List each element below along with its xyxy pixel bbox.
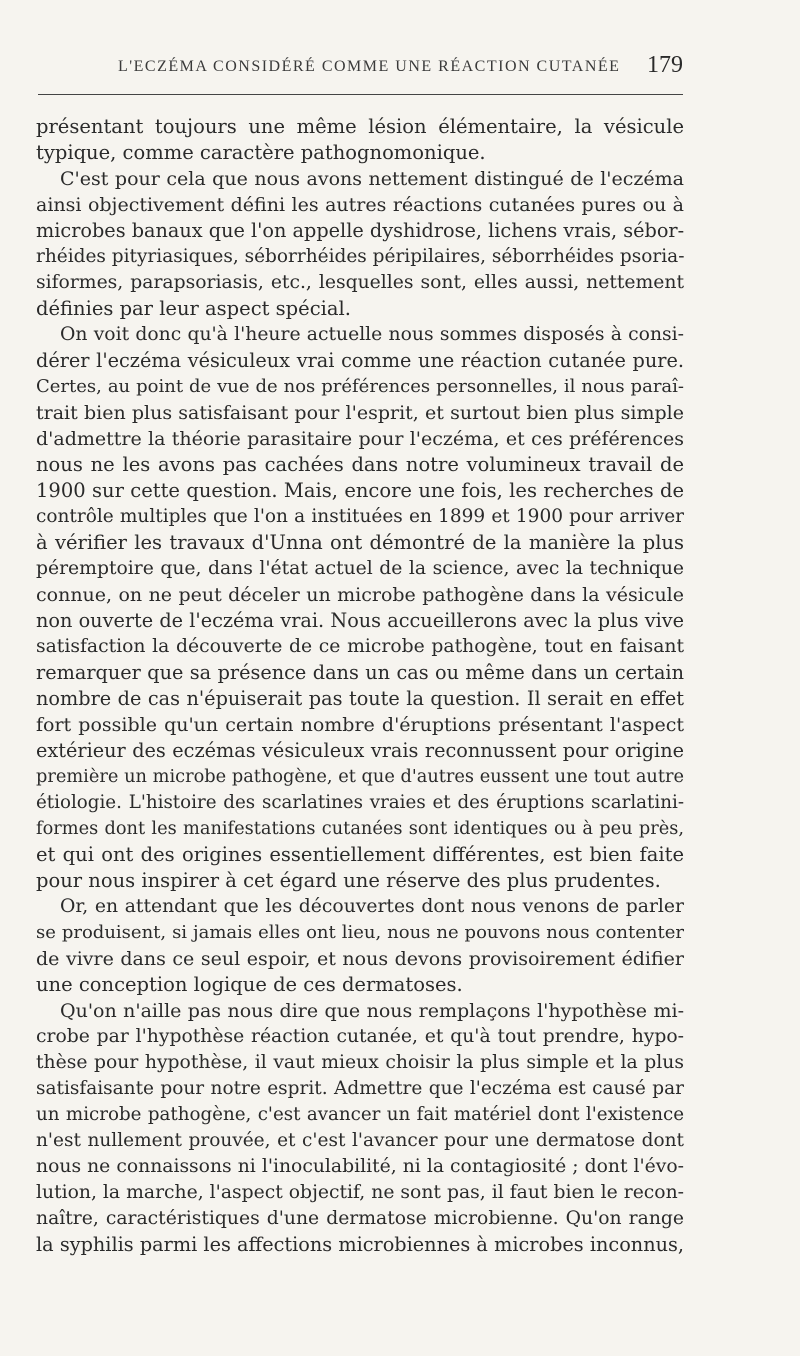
text-line: première un microbe pathogène, et que d'autres eussent une tout autre [36, 767, 684, 787]
text-line: satisfaisante pour notre esprit. Admettre que l'eczéma est causé par [36, 1078, 684, 1099]
text-line: On voit donc qu'à l'heure actuelle nous sommes disposés à consi- [60, 324, 684, 345]
text-line: pour nous inspirer à cet égard une réserve des plus prudentes. [36, 869, 661, 892]
text-line: la syphilis parmi les affections microbiennes à microbes inconnus, [36, 1233, 684, 1256]
text-line: et qui ont des origines essentiellement différentes, est bien faite [36, 843, 684, 866]
text-line: une conception logique de ces dermatoses. [36, 973, 463, 996]
text-line: nous ne connaissons ni l'inoculabilité, ni la contagiosité ; dont l'évo- [36, 1156, 684, 1177]
text-line: non ouverte de l'eczéma vrai. Nous accueillerons avec la plus vive [36, 609, 684, 632]
header-rule [38, 94, 683, 95]
text-line: satisfaction la découverte de ce microbe pathogène, tout en faisant [36, 636, 684, 657]
text-line: d'admettre la théorie parasitaire pour l'eczéma, et ces préférences [36, 428, 684, 450]
text-line: connue, on ne peut déceler un microbe pathogène dans la vésicule [36, 584, 684, 606]
text-line: microbes banaux que l'on appelle dyshidrose, lichens vrais, sébor- [36, 219, 685, 242]
text-line: étiologie. L'histoire des scarlatines vraies et des éruptions scarlatini- [36, 792, 684, 813]
text-line: péremptoire que, dans l'état actuel de la science, avec la technique [36, 558, 684, 579]
text-line: extérieur des eczémas vésiculeux vrais reconnussent pour origine [36, 739, 684, 762]
text-line: nombre de cas n'épuiserait pas toute la question. Il serait en effet [36, 687, 684, 710]
text-line: fort possible qu'un certain nombre d'éruptions présentant l'aspect [36, 714, 684, 736]
text-line: remarquer que sa présence dans un cas ou même dans un certain [36, 661, 684, 684]
text-line: Qu'on n'aille pas nous dire que nous remplaçons l'hypothèse mi- [60, 1000, 684, 1022]
text-line: définies par leur aspect spécial. [36, 297, 351, 320]
text-line: de vivre dans ce seul espoir, et nous devons provisoirement édifier [36, 948, 684, 970]
text-line: formes dont les manifestations cutanées sont identiques ou à peu près, [36, 819, 684, 839]
text-line: n'est nullement prouvée, et c'est l'avancer pour une dermatose dont [36, 1130, 684, 1151]
text-line: présentant toujours une même lésion élémentaire, la vésicule [36, 115, 684, 138]
text-line: rhéides pityriasiques, séborrhéides péripilaires, séborrhéides psoria- [36, 246, 685, 267]
text-line: crobe par l'hypothèse réaction cutanée, et qu'à tout prendre, hypo- [36, 1026, 684, 1047]
text-line: siformes, parapsoriasis, etc., lesquelles sont, elles aussi, nettement [36, 272, 684, 293]
text-line: Or, en attendant que les découvertes dont nous venons de parler [60, 896, 684, 917]
text-line: un microbe pathogène, c'est avancer un fait matériel dont l'existence [36, 1104, 684, 1125]
text-line: contrôle multiples que l'on a instituées en 1899 et 1900 pour arriver [36, 506, 684, 527]
text-line: se produisent, si jamais elles ont lieu, nous ne pouvons nous contenter [36, 922, 684, 943]
text-line: thèse pour hypothèse, il vaut mieux choisir la plus simple et la plus [36, 1052, 684, 1073]
text-line: C'est pour cela que nous avons nettement distingué de l'eczéma [60, 168, 684, 190]
running-title: L'ECZÉMA CONSIDÉRÉ COMME UNE RÉACTION CUTANÉE [118, 58, 621, 75]
text-line: typique, comme caractère pathognomonique. [36, 141, 486, 164]
page-header [38, 52, 683, 88]
text-line: nous ne les avons pas cachées dans notre volumineux travail de [36, 453, 684, 476]
text-line: lution, la marche, l'aspect objectif, ne sont pas, il faut bien le recon- [36, 1182, 684, 1203]
body-text [36, 114, 684, 1258]
text-line: à vérifier les travaux d'Unna ont démontré de la manière la plus [36, 531, 684, 554]
text-line: ainsi objectivement défini les autres réactions cutanées pures ou à [36, 194, 684, 216]
text-line: trait bien plus satisfaisant pour l'esprit, et surtout bien plus simple [36, 402, 684, 424]
text-line: naître, caractéristiques d'une dermatose microbienne. Qu'on range [36, 1208, 684, 1229]
text-line: dérer l'eczéma vésiculeux vrai comme une réaction cutanée pure. [36, 349, 684, 372]
page-number: 179 [647, 52, 683, 78]
text-line: 1900 sur cette question. Mais, encore une fois, les recherches de [36, 479, 684, 502]
text-line: Certes, au point de vue de nos préférences personnelles, il nous paraî- [36, 376, 684, 397]
